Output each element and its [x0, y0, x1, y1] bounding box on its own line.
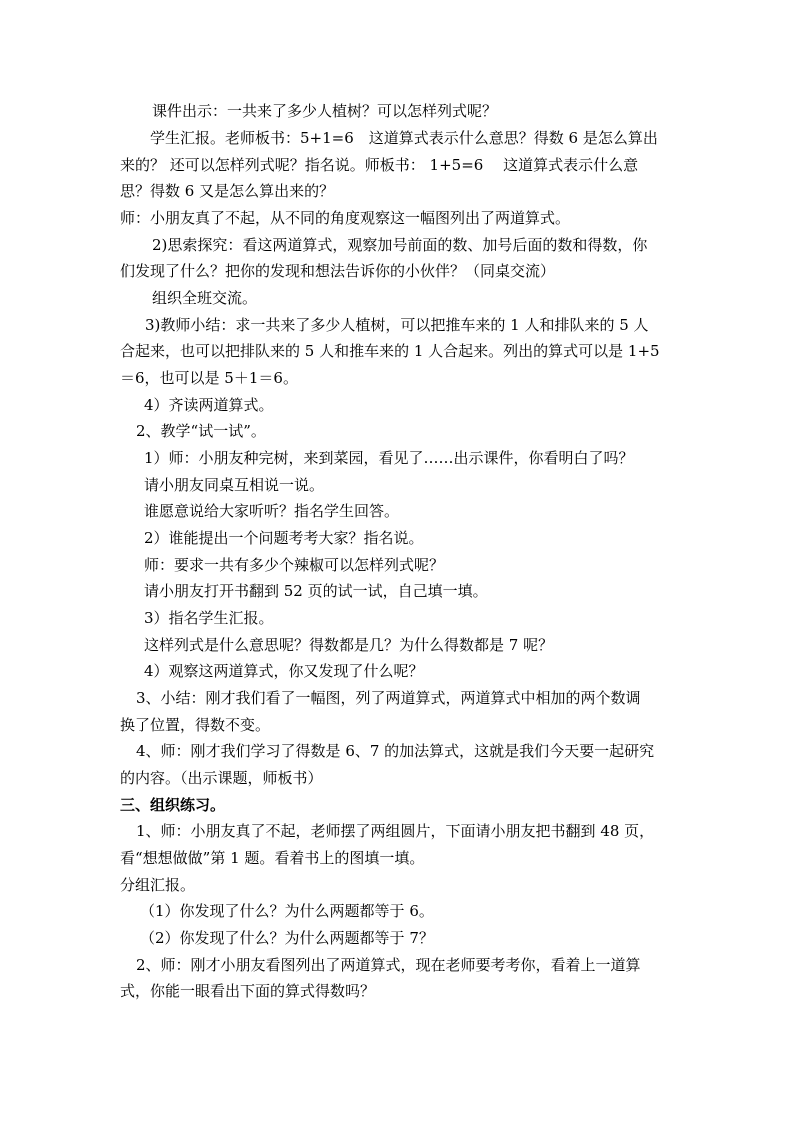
text-line-17: 2）谁能提出一个问题考考大家？指名说。 — [144, 529, 424, 547]
text-line-16: 谁愿意说给大家听听？指名学生回答。 — [144, 502, 400, 520]
text-line-10: 合起来，也可以把排队来的 5 人和推车来的 1 人合起来。列出的算式可以是 1+5 — [120, 342, 660, 360]
text-line-19: 请小朋友打开书翻到 52 页的试一试，自己填一填。 — [144, 582, 488, 600]
text-line-12: 4）齐读两道算式。 — [144, 396, 274, 414]
section-heading: 三、组织练习。 — [120, 796, 226, 814]
text-line-31: （1）你发现了什么？为什么两题都等于 6。 — [140, 902, 434, 920]
text-line-23: 3、小结：刚才我们看了一幅图，列了两道算式，两道算式中相加的两个数调 — [136, 689, 641, 707]
text-line-7: 们发现了什么？把你的发现和想法告诉你的小伙伴？（同桌交流） — [120, 262, 556, 280]
text-line-34: 式，你能一眼看出下面的算式得数吗？ — [120, 982, 376, 1000]
text-line-26: 的内容。（出示课题，师板书） — [120, 769, 323, 787]
text-line-14: 1）师：小朋友种完树，来到菜园，看见了……出示课件，你看明白了吗？ — [144, 449, 634, 467]
text-line-1: 课件出示：一共来了多少人植树？可以怎样列式呢？ — [152, 102, 498, 120]
text-line-15: 请小朋友同桌互相说一说。 — [144, 476, 325, 494]
text-line-22: 4）观察这两道算式，你又发现了什么呢？ — [144, 662, 424, 680]
text-line-2: 学生汇报。老师板书：5+1=6 这道算式表示什么意思？得数 6 是怎么算出 — [150, 129, 658, 147]
text-line-11: ＝6，也可以是 5＋1＝6。 — [120, 369, 298, 387]
text-line-29: 看“想想做做”第 1 题。看着书上的图填一填。 — [120, 849, 425, 867]
text-line-5: 师：小朋友真了不起，从不同的角度观察这一幅图列出了两道算式。 — [120, 209, 571, 227]
text-line-24: 换了位置，得数不变。 — [120, 716, 271, 734]
text-line-13: 2、教学“试一试”。 — [136, 422, 266, 440]
text-line-3: 来的？ 还可以怎样列式呢？指名说。师板书： 1+5=6 这道算式表示什么意 — [120, 156, 639, 174]
text-line-9: 3)教师小结：求一共来了多少人植树，可以把推车来的 1 人和排队来的 5 人 — [145, 316, 649, 334]
text-line-32: （2）你发现了什么？为什么两题都等于 7？ — [140, 929, 434, 947]
text-line-18: 师：要求一共有多少个辣椒可以怎样列式呢？ — [144, 556, 445, 574]
text-line-21: 这样列式是什么意思呢？得数都是几？为什么得数都是 7 呢？ — [144, 636, 554, 654]
text-line-4: 思？得数 6 又是怎么算出来的？ — [120, 182, 335, 200]
text-line-25: 4、师：刚才我们学习了得数是 6、7 的加法算式，这就是我们今天要一起研究 — [136, 742, 655, 760]
text-line-33: 2、师：刚才小朋友看图列出了两道算式，现在老师要考考你，看着上一道算 — [136, 956, 641, 974]
text-line-30: 分组汇报。 — [120, 876, 196, 894]
text-line-6: 2)思索探究：看这两道算式，观察加号前面的数、加号后面的数和得数，你 — [152, 236, 648, 254]
text-line-28: 1、师：小朋友真了不起，老师摆了两组圆片，下面请小朋友把书翻到 48 页， — [136, 822, 655, 840]
text-line-20: 3）指名学生汇报。 — [144, 609, 274, 627]
text-line-8: 组织全班交流。 — [152, 289, 258, 307]
